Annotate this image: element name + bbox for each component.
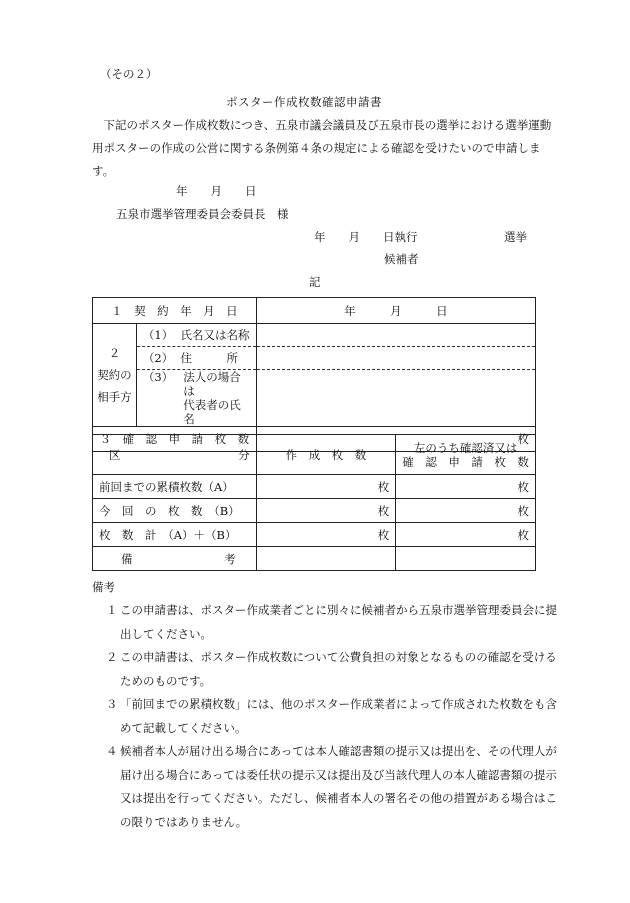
count-field[interactable]: 枚 — [256, 427, 535, 452]
party-address-field[interactable] — [256, 347, 535, 370]
party-representative-field[interactable] — [256, 370, 535, 427]
notes-list — [92, 599, 562, 834]
form-number: （その２） — [100, 67, 158, 81]
candidate-label: 候補者 — [384, 252, 419, 266]
counts-header-row — [93, 435, 536, 475]
confirmed-count-field[interactable]: 枚 — [396, 523, 536, 547]
header-kubun: 区 分 — [93, 435, 257, 475]
election-suffix: 選挙 — [504, 230, 527, 244]
addressee: 五泉市選挙管理委員会委員長 様 — [116, 207, 289, 221]
remarks-row — [93, 547, 536, 571]
table-row — [93, 475, 536, 499]
list-item: ４ 候補者本人が届け出る場合にあっては本人確認書類の提示又は提出を、その代理人が届け出る場合にあっては委任状の提示又は提出及び当該代理人の本人確認書類の提示又は提出を行ってください。ただし、候補者本人の署名その他の措置がある場合はこの限りではありません。 — [106, 744, 557, 829]
party-name-field[interactable] — [256, 324, 535, 347]
remarks-field-2[interactable] — [396, 547, 536, 571]
contract-date-row — [93, 298, 536, 324]
list-item: ３ 「前回までの累積枚数」には、他のポスター作成業者によって作成された枚数をも含めて記載してください。 — [106, 697, 557, 735]
notes-heading: 備考 — [92, 580, 115, 594]
remarks-field[interactable] — [256, 547, 396, 571]
party-name-label: （1） 氏名又は名称 — [136, 324, 256, 347]
header-confirmed-count: 左のうち確認済又は 確 認 申 請 枚 数 — [396, 435, 536, 475]
election-date: 年 月 日執行 — [314, 230, 418, 244]
contract-party-label: ２ 契約の 相手方 — [93, 324, 137, 427]
confirmed-count-field[interactable]: 枚 — [396, 475, 536, 499]
ki-label: 記 — [309, 275, 321, 289]
table-row — [93, 499, 536, 523]
created-count-field[interactable]: 枚 — [256, 475, 396, 499]
contract-table — [92, 297, 536, 452]
remarks-label: 備 考 — [93, 547, 257, 571]
party-address-label: （2） 住 所 — [136, 347, 256, 370]
contract-date-label: １ 契 約 年 月 日 — [93, 298, 257, 324]
created-count-field[interactable]: 枚 — [256, 523, 396, 547]
page-title: ポスター作成枚数確認申請書 — [226, 95, 382, 109]
list-item: ２ この申請書は、ポスター作成枚数について公費負担の対象となるものの確認を受けるためのものです。 — [106, 650, 557, 688]
row-label: 枚 数 計 （A）＋（B） — [93, 523, 257, 547]
table-row — [93, 523, 536, 547]
row-label: 今 回 の 枚 数 （B） — [93, 499, 257, 523]
row-label: 前回までの累積枚数（A） — [93, 475, 257, 499]
party-representative-label: （3） 法人の場合は 代表者の氏名 — [136, 370, 256, 427]
header-created-count: 作 成 枚 数 — [256, 435, 396, 475]
counts-table — [92, 434, 536, 571]
count-label: ３ 確 認 申 請 枚 数 — [93, 427, 257, 452]
list-item: １ この申請書は、ポスター作成業者ごとに別々に候補者から五泉市選挙管理委員会に提出してください。 — [106, 603, 557, 641]
intro-paragraph: 下記のポスター作成枚数につき、五泉市議会議員及び五泉市長の選挙における選挙運動用ポスターの作成の公営に関する条例第４条の規定による確認を受けたいので申請します。 — [92, 118, 552, 178]
created-count-field[interactable]: 枚 — [256, 499, 396, 523]
contract-date-value[interactable]: 年 月 日 — [256, 298, 535, 324]
confirmed-count-field[interactable]: 枚 — [396, 499, 536, 523]
date-line: 年 月 日 — [176, 184, 257, 198]
